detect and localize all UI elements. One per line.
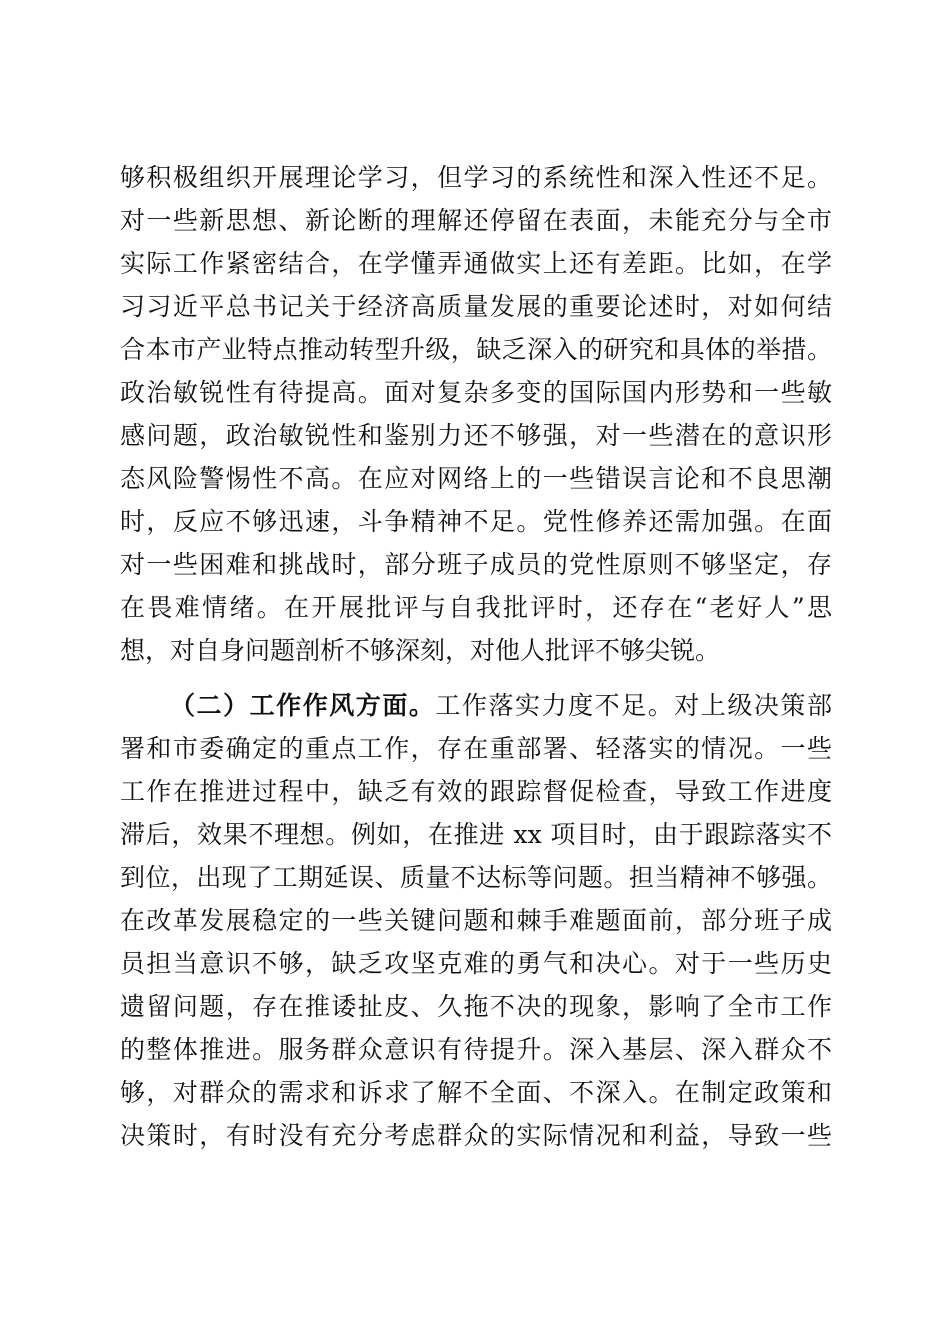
paragraph-line-1: 够积极组织开展理论学习，但学习的系统性和深入性还不足。 <box>120 163 832 192</box>
section-line-5: 到位，出现了工期延误、质量不达标等问题。担当精神不够强。 <box>120 863 832 892</box>
paragraph-line-8: 态风险警惕性不高。在应对网络上的一些错误言论和不良思潮 <box>120 464 832 493</box>
paragraph-line-12: 想，对自身问题剖析不够深刻，对他人批评不够尖锐。 <box>120 636 721 665</box>
section-line-4: 滞后，效果不理想。例如，在推进 xx 项目时，由于跟踪落实不 <box>120 820 832 849</box>
paragraph-line-11: 在畏难情绪。在开展批评与自我批评时，还存在“老好人”思 <box>120 593 832 622</box>
section-heading: （二）工作作风方面。 <box>170 691 436 720</box>
paragraph-line-9: 时，反应不够迅速，斗争精神不足。党性修养还需加强。在面 <box>120 507 832 536</box>
paragraph-line-5: 合本市产业特点推动转型升级，缺乏深入的研究和具体的举措。 <box>120 335 832 364</box>
paragraph-line-6: 政治敏锐性有待提高。面对复杂多变的国际国内形势和一些敏 <box>120 378 832 407</box>
paragraph-line-3: 实际工作紧密结合，在学懂弄通做实上还有差距。比如，在学 <box>120 249 832 278</box>
paragraph-line-7: 感问题，政治敏锐性和鉴别力还不够强，对一些潜在的意识形 <box>120 421 832 450</box>
section-line-11: 决策时，有时没有充分考虑群众的实际情况和利益，导致一些 <box>120 1121 832 1150</box>
section-line-3: 工作在推进过程中，缺乏有效的跟踪督促检查，导致工作进度 <box>120 777 832 806</box>
section-line-2: 署和市委确定的重点工作，存在重部署、轻落实的情况。一些 <box>120 734 832 763</box>
paragraph-line-10: 对一些困难和挑战时，部分班子成员的党性原则不够坚定，存 <box>120 550 832 579</box>
section-line-8: 遗留问题，存在推诿扯皮、久拖不决的现象，影响了全市工作 <box>120 992 832 1021</box>
section-first-line-text: 工作落实力度不足。对上级决策部 <box>435 691 832 720</box>
section-line-9: 的整体推进。服务群众意识有待提升。深入基层、深入群众不 <box>120 1035 832 1064</box>
section-line-10: 够，对群众的需求和诉求了解不全面、不深入。在制定政策和 <box>120 1078 832 1107</box>
section-line-6: 在改革发展稳定的一些关键问题和棘手难题面前，部分班子成 <box>120 906 832 935</box>
section-first-line <box>170 690 832 722</box>
paragraph-line-4: 习习近平总书记关于经济高质量发展的重要论述时，对如何结 <box>120 292 832 321</box>
section-line-7: 员担当意识不够，缺乏攻坚克难的勇气和决心。对于一些历史 <box>120 949 832 978</box>
paragraph-line-2: 对一些新思想、新论断的理解还停留在表面，未能充分与全市 <box>120 206 832 235</box>
